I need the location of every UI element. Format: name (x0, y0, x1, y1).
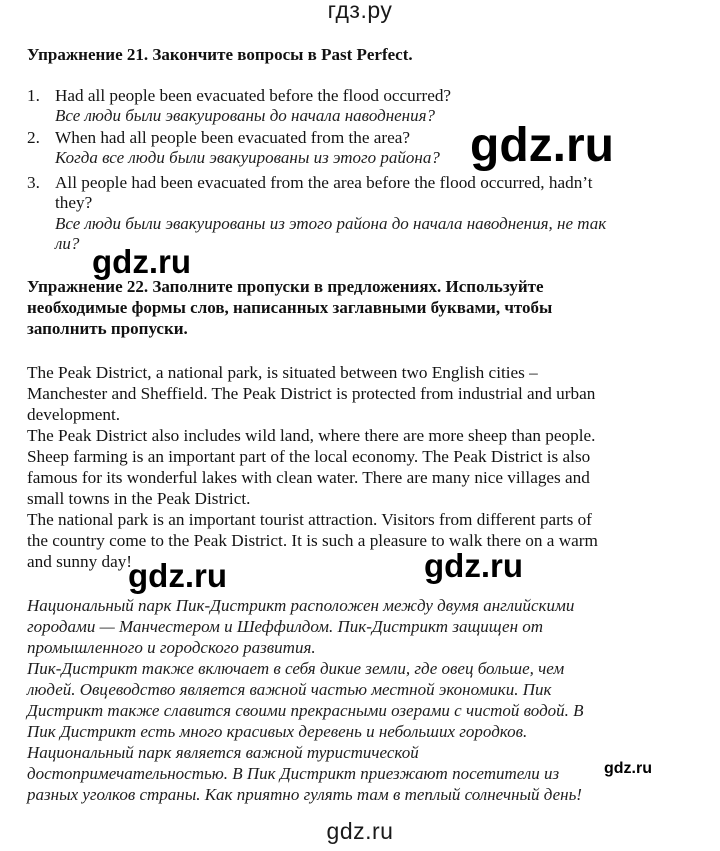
english-text-line: The Peak District also includes wild land, where there are more sheep than people. (27, 426, 596, 445)
english-text-line: small towns in the Peak District. (27, 489, 251, 508)
russian-text-line: Национальный парк является важной туристической (27, 743, 419, 762)
site-footer: gdz.ru (326, 818, 394, 844)
site-header: гдз.ру (327, 0, 393, 23)
english-text-line: famous for its wonderful lakes with clean water. There are many nice villages and (27, 468, 590, 487)
russian-text-line: Дистрикт также славится своими прекрасными озерами с чистой водой. В (27, 701, 584, 720)
english-text-line: The national park is an important tourist attraction. Visitors from different parts of (27, 510, 592, 529)
russian-text-line: Пик Дистрикт есть много красивых деревень и небольших городков. (27, 722, 528, 741)
exercise-21-title: Упражнение 21. Закончите вопросы в Past Perfect. (27, 45, 413, 64)
item-number: 1. (27, 86, 40, 105)
russian-text-line: Пик-Дистрикт также включает в себя дикие земли, где овец больше, чем (27, 659, 565, 678)
watermark: gdz.ru (92, 243, 191, 280)
item-3-ru-line: Все люди были эвакуированы из этого района до начала наводнения, не так (55, 214, 607, 233)
exercise-22-title-line: необходимые формы слов, написанных заглавными буквами, чтобы (27, 298, 553, 317)
item-number: 3. (27, 173, 40, 192)
item-3-ru-line: ли? (55, 234, 80, 253)
item-2-ru-line: Когда все люди были эвакуированы из этого района? (55, 148, 440, 167)
russian-text-line: разных уголков страны. Как приятно гулять там в теплый солнечный день! (27, 785, 582, 804)
watermark: gdz.ru (128, 557, 227, 594)
item-3-en-line: All people had been evacuated from the area before the flood occurred, hadn’t (55, 173, 593, 192)
exercise-22-title-line: Упражнение 22. Заполните пропуски в предложениях. Используйте (27, 277, 544, 296)
watermark: gdz.ru (424, 547, 523, 584)
russian-text-line: людей. Овцеводство является важной частью местной экономики. Пик (27, 680, 552, 699)
item-number: 2. (27, 128, 40, 147)
russian-text-line: Национальный парк Пик-Дистрикт расположен между двумя английскими (27, 596, 575, 615)
english-text-line: Sheep farming is an important part of the local economy. The Peak District is also (27, 447, 591, 466)
russian-text-line: городами — Манчестером и Шеффилдом. Пик-Дистрикт защищен от (27, 617, 544, 636)
english-text-line: and sunny day! (27, 552, 133, 571)
english-text-line: The Peak District, a national park, is situated between two English cities – (27, 363, 538, 382)
english-text-line: Manchester and Sheffield. The Peak District is protected from industrial and urban (27, 384, 596, 403)
item-2-en-line: When had all people been evacuated from the area? (55, 128, 411, 147)
item-1-ru-line: Все люди были эвакуированы до начала наводнения? (55, 106, 436, 125)
russian-text-line: промышленного и городского развития. (27, 638, 316, 657)
english-text-line: the country come to the Peak District. It is such a pleasure to walk there on a warm (27, 531, 598, 550)
russian-text-line: достопримечательностью. В Пик Дистрикт приезжают посетители из (27, 764, 560, 783)
watermark: gdz.ru (470, 119, 614, 172)
item-3-en-line: they? (55, 193, 93, 212)
exercise-22-title-line: заполнить пропуски. (27, 319, 188, 338)
item-1-en-line: Had all people been evacuated before the flood occurred? (55, 86, 452, 105)
english-text-line: development. (27, 405, 121, 424)
watermark: gdz.ru (604, 760, 652, 777)
